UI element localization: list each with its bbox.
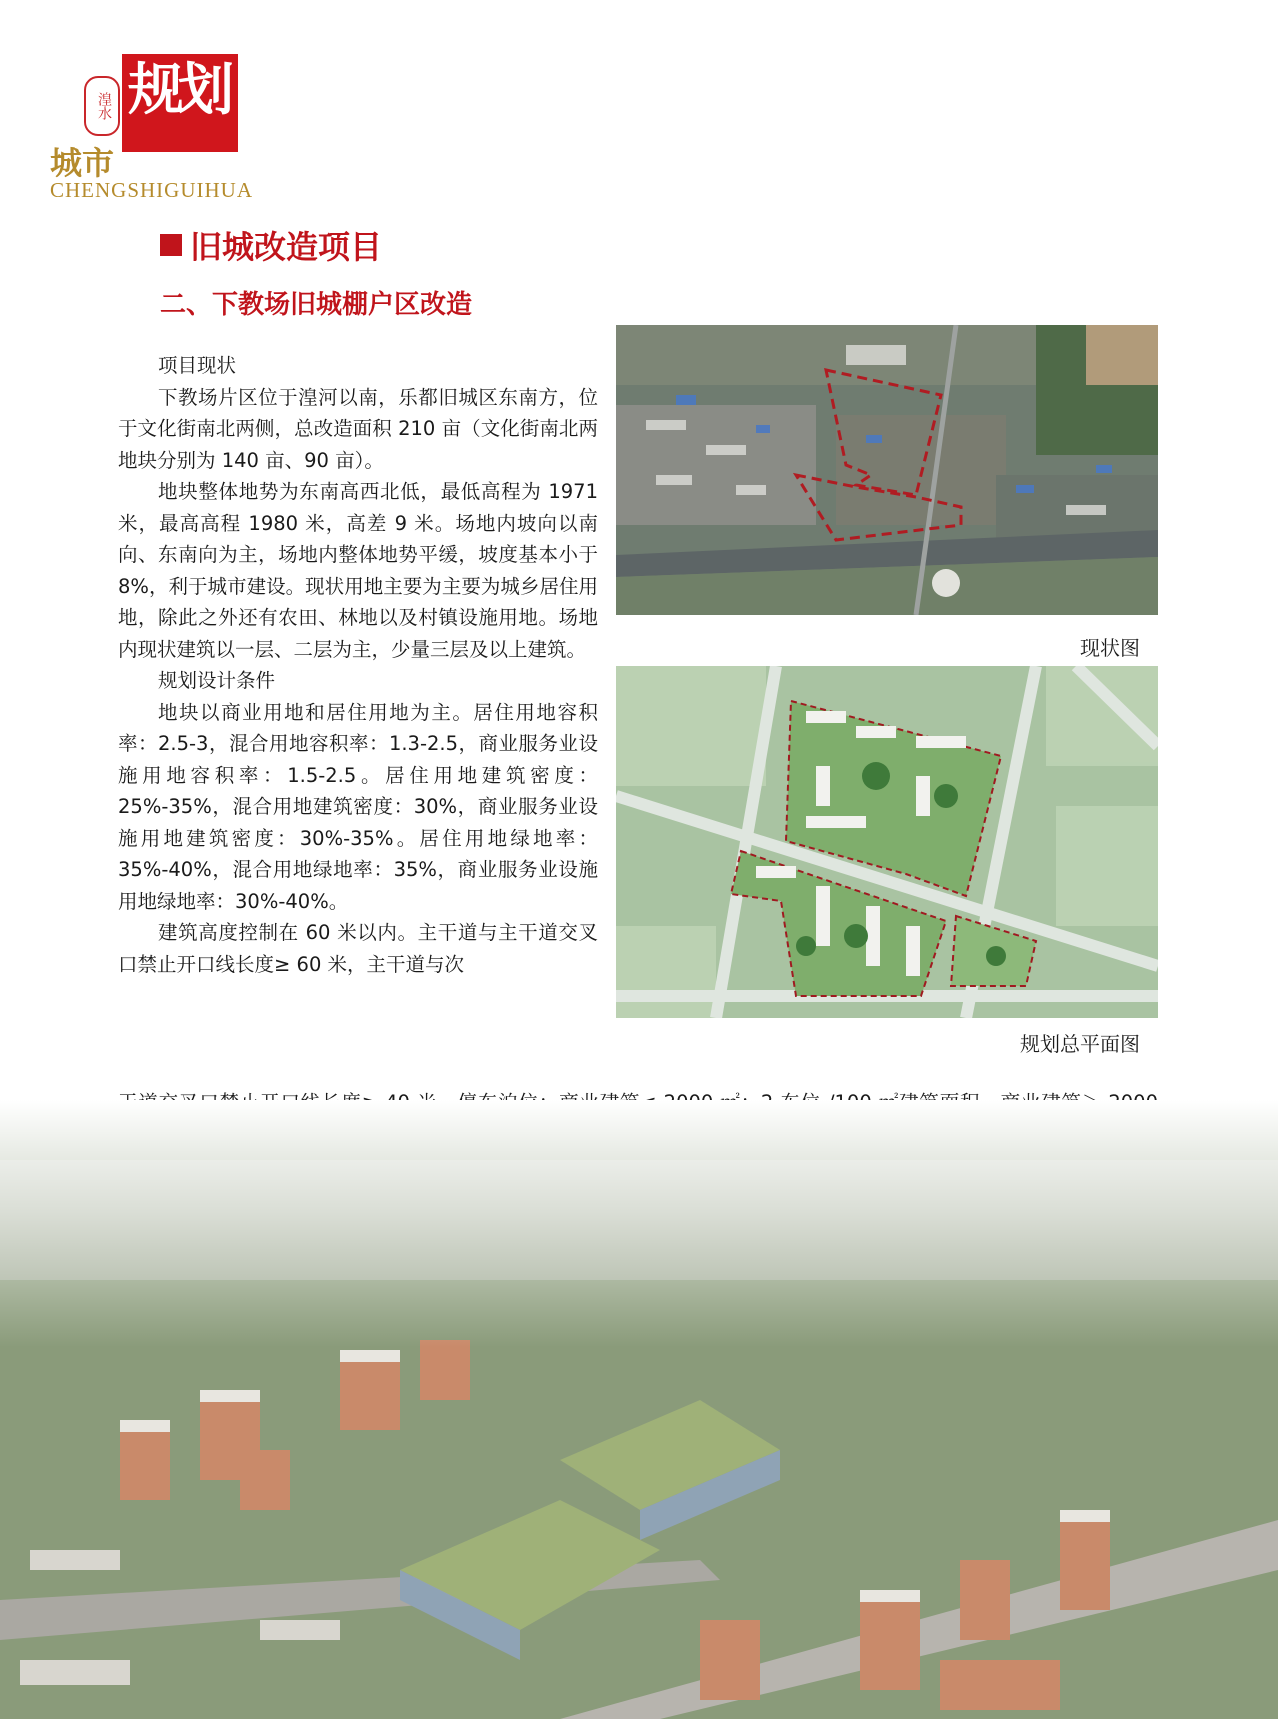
paragraph-conditions: 地块以商业用地和居住用地为主。居住用地容积率：2.5-3，混合用地容积率：1.3-2.5，商业服务业设施用地容积率：1.5-2.5。居住用地建筑密度：25%-35%，混合用地建筑密度：30%，商业服务业设施用地建筑密度：30%-35%。居住用地绿地率：35%-40%，混合用地绿地率：35%，商业服务业设施用地绿地率：30%-40%。 [118,700,598,913]
square-bullet-icon [160,234,182,256]
paragraph-height: 建筑高度控制在 60 米以内。主干道与主干道交叉口禁止开口线长度≥ 60 米，主干道与次 [118,921,598,976]
caption-current-status: 现状图 [1080,636,1140,660]
logo-seal: 湟水 [84,76,120,136]
paragraph-terrain: 地块整体地势为东南高西北低，最低高程为 1971 米，最高高程 1980 米，高差 9 米。场地内坡向以南向、东南向为主，场地内整体地势平缓，坡度基本小于 8%，利于城市建设。现状用地主要为主要为城乡居住用地，除此之外还有农田、林地以及村镇设施用地。场地内现状建筑以一层、二层为主，少量三层及以上建筑。 [118,480,598,661]
heading-conditions: 规划设计条件 [158,669,276,692]
subsection-title: 二、下教场旧城棚户区改造 [160,290,473,320]
section-title [160,222,382,268]
paragraph-location: 下教场片区位于湟河以南，乐都旧城区东南方，位于文化街南北两侧，总改造面积 210 亩（文化街南北两地块分别为 140 亩、90 亩）。 [118,385,598,472]
heading-status: 项目现状 [158,354,237,377]
logo-main-text: 规划 [128,57,228,123]
caption-master-plan: 规划总平面图 [1020,1032,1140,1056]
logo-city-text: 城市 [50,144,115,182]
current-status-image [616,325,1158,615]
logo [48,54,278,204]
section-title-text: 旧城改造项目 [190,228,383,266]
text-column [118,350,598,980]
logo-pinyin: CHENGSHIGUIHUA [50,178,253,202]
master-plan-image [616,666,1158,1018]
aerial-rendering-image [0,1100,1278,1719]
